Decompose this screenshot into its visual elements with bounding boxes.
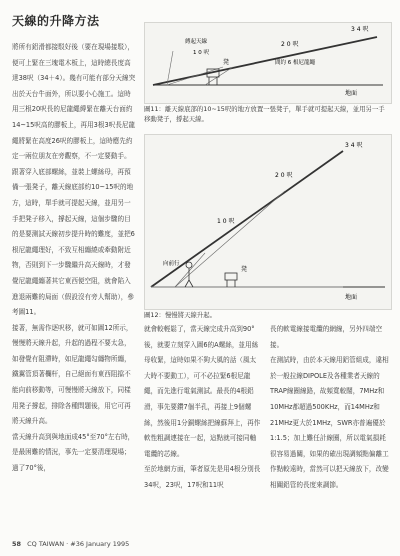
label-10ft: 1 0 呎 xyxy=(193,50,209,56)
text-column-2 xyxy=(144,322,262,494)
label-ground: 地面 xyxy=(345,90,358,97)
rope-line xyxy=(167,51,173,85)
figure-11 xyxy=(144,22,392,104)
page-footer xyxy=(12,540,129,548)
figure-12 xyxy=(144,134,392,310)
label-forward: 向前行 xyxy=(163,261,180,267)
label-stool: 凳 xyxy=(241,266,248,273)
paragraph: 接著，無需作逐呎移，就可如圖12所示，慢慢將天線升起，升起的過程不要太急，如發覺有阻滯時，如尼龍繩勾纏物所纏，鐵翼管頂著欄杆，自己絕面有東西阻擋不能向前移動等，可慢慢將天線放下，同樣用凳子撐起，排除各種問題後，用它可再將天線升高。 xyxy=(12,323,133,426)
paragraph: 就會較輕鬆了，當天線完成升高到90°後，就要立刻穿入圖6的A螺絲，並用絲母收緊，這時如果不夠大風的話（風太大時不要動工），可不必拉緊6根尼龍繩，而先進行電氣測試。最長的4根鋁滑，事先要鑽7個半孔，再接上9個螺絲，然後用1分銅螺絲把線蘇拜上，再作軟性粗調連接在一起，這點就可接同軸電纜的芯線。 xyxy=(144,325,261,458)
label-stool: 凳 xyxy=(223,59,230,66)
label-20ft: 2 0 呎 xyxy=(275,172,293,179)
figure-12-caption: 圖12：慢慢將天線升起。 xyxy=(144,311,217,319)
paragraph: 在測試時，由於本天線用鋁管組成，違相於一般拉線DIPOLE及各種業者天線的TRAP線圈線路，故頻寬較闊，7MHz和10MHz都超過500KHz，而14MHz和21MHz更大於1MHz，SWR亦普遍優於1:1.5；加上難任計線圈，所以電氣損耗很容易過關，如果的確出現調頻點偏離工作點較遠時，當然可以把天線放下，改變相關鋁管的長度來調節。 xyxy=(270,356,389,489)
figure-11-caption: 圖11：離天線底部的10~15呎的地方放置一張凳子，單手就可提起天線，並用另一手移動凳子，撐起天線。 xyxy=(144,105,385,123)
paragraph: 當天線升高到與地面成45°至70°左右時，是最困難的情況，事先一定要清理現場；過了70°後， xyxy=(12,432,135,473)
article-title: 天線的升降方法 xyxy=(12,14,100,28)
label-34ft: 3 4 呎 xyxy=(345,142,363,149)
rope-line xyxy=(167,67,223,85)
publication-info: CQ TAIWAN · #36 January 1995 xyxy=(27,540,130,548)
paragraph: 跟著穿入底部螺絲，並裝上螺絲母，再預備一張凳子，離天線底部約10~15呎的地方，這時，單手就可提起天線，並用另一手把凳子移入，撐起天線，這個步驟的目的是要測試天線初步提升時的難度，並把6根尼龍繩理好，不致互相纏繞或牽動附近物，否則到下一步驟繼升高天線時，才發覺尼龍繩纏著其它東西便空阻，就會陷入進退兩難的局面（假設沒有旁人幫助），參考圖11。 xyxy=(12,167,135,317)
paragraph: 至於地網方面，筆者原先是用4根分別長34呎，23呎，17呎和11呎 xyxy=(144,465,261,489)
label-rope: 間約 6 根尼龍繩 xyxy=(275,60,315,66)
figure-11-diagram xyxy=(145,23,391,103)
label-34ft: 3 4 呎 xyxy=(351,26,369,33)
text-column-1 xyxy=(12,40,136,477)
paragraph: 長的軟電線接電纜的網線，另外四端空接。 xyxy=(270,325,383,349)
label-tie: 縛起天線 xyxy=(185,39,208,45)
label-10ft: 1 0 呎 xyxy=(217,218,235,225)
paragraph: 將所有鋁滑都接駁好後（要在現場接駁），便可上緊在三塊電木板上，這時總長度高達38呎（34＋4）。幾有可能有部分天線突出於天台牛面外，所以要小心施工。這時用三根20呎長的尼龍繩縛緊在離天台面約14~15呎高的膠板上，再用3根3呎長尼龍繩將緊在高度26呎的膠板上，這時應先約定一兩位朋友在旁觀察，不一定要動手。 xyxy=(12,43,136,161)
label-20ft: 2 0 呎 xyxy=(281,41,299,48)
label-ground: 地面 xyxy=(345,294,358,301)
person-shape xyxy=(186,262,192,268)
text-column-3 xyxy=(270,322,390,494)
page-number: 58 xyxy=(12,540,22,548)
stool-shape xyxy=(225,273,237,280)
figure-12-diagram xyxy=(145,135,391,309)
